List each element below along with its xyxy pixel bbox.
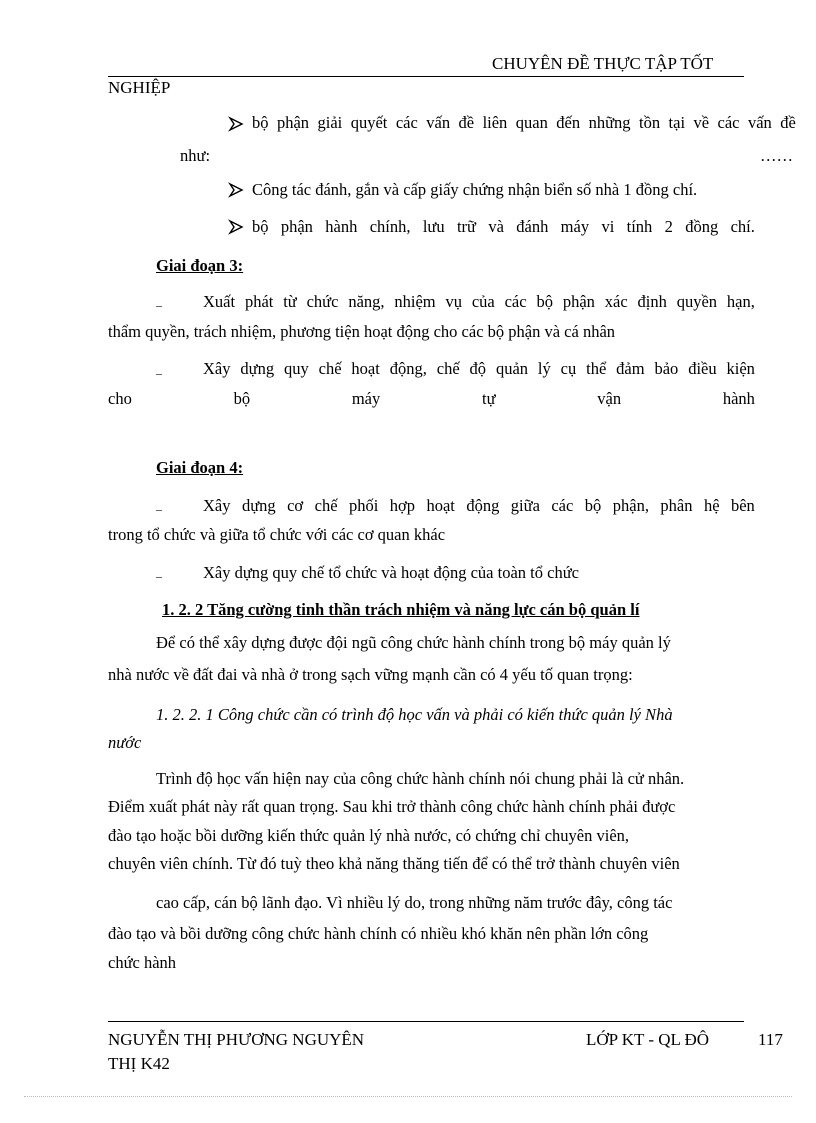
word: bảo [654, 359, 679, 378]
word: chức [306, 292, 339, 311]
word: trữ [456, 217, 476, 236]
word: phận [562, 292, 595, 311]
word: từ [283, 292, 297, 311]
word: lý [537, 359, 551, 378]
word: quản [495, 359, 529, 378]
word: định [637, 292, 667, 311]
word: tại [668, 113, 686, 132]
bullet-1-line-1 [252, 113, 796, 133]
section-heading: 1. 2. 2 Tăng cường tinh thần trách nhiệm và năng lực cán bộ quản lí [162, 600, 640, 619]
word: xác [604, 292, 628, 311]
word: và [488, 217, 504, 236]
paragraph-1-line-2: nhà nước về đất đai và nhà ở trong sạch vững mạnh cần có 4 yếu tố quan trọng: [108, 665, 633, 684]
stage-3-item-2-line-2 [108, 389, 755, 409]
word: hạn, [726, 292, 755, 311]
word: phận [276, 113, 310, 132]
word: tồn [638, 113, 661, 132]
word: chế [436, 359, 460, 378]
word: cơ [287, 496, 304, 515]
arrow-bullet-icon [228, 219, 244, 235]
word: hoạt [426, 496, 455, 515]
word: đồng [685, 217, 719, 236]
dash-bullet-icon: – [156, 502, 162, 516]
stage-3-item-1-line-1 [203, 292, 755, 312]
word: bộ [584, 496, 602, 515]
paragraph-2-line-4: chuyên viên chính. Từ đó tuỳ theo khả năng thăng tiến để có thể trở thành chuyên viên [108, 854, 680, 873]
word: chí. [730, 217, 755, 236]
word: tự [482, 389, 496, 408]
word: điều [688, 359, 717, 378]
word: cụ [560, 359, 577, 378]
word: vụ [445, 292, 462, 311]
bullet-1-line-2-left: như: [180, 146, 211, 165]
word: đảm [616, 359, 645, 378]
arrow-bullet-icon [228, 182, 244, 198]
word: về [693, 113, 710, 132]
paragraph-2-line-2: Điểm xuất phát này rất quan trọng. Sau khi trở thành công chức hành chính phải được [108, 797, 676, 816]
dash-bullet-icon: – [156, 366, 162, 380]
word: vấn [747, 113, 772, 132]
word: chính, [369, 217, 411, 236]
footer-class: LỚP KT - QL ĐÔ [586, 1030, 710, 1049]
word: lưu [422, 217, 445, 236]
word: vi [601, 217, 615, 236]
word: máy [560, 217, 590, 236]
word: đến [556, 113, 581, 132]
word: giữa [510, 496, 540, 515]
paragraph-3-line-3: chức hành [108, 953, 177, 972]
bullet-3-text [252, 217, 755, 237]
running-header-continuation: NGHIỆP [108, 78, 171, 97]
word: các [395, 113, 418, 132]
word: quyết [350, 113, 388, 132]
stage-3-item-1-line-2: thẩm quyền, trách nhiệm, phương tiện hoạt động cho các bộ phận và cá nhân [108, 322, 616, 341]
word: hoạt [351, 359, 380, 378]
bottom-dotted-rule [24, 1096, 792, 1097]
arrow-bullet-icon [228, 116, 244, 132]
word: giải [317, 113, 343, 132]
stage-4-item-1-line-1 [203, 496, 755, 516]
word: chế [318, 359, 342, 378]
word: động, [389, 359, 427, 378]
word: đề [780, 113, 796, 132]
word: phối [348, 496, 379, 515]
word: bên [730, 496, 755, 515]
word: kiện [726, 359, 755, 378]
word: những [588, 113, 631, 132]
word: thể [586, 359, 607, 378]
word: Xây [203, 359, 231, 378]
subsection-heading-line-2: nước [108, 733, 142, 752]
word: máy [351, 389, 381, 408]
word: vận [597, 389, 622, 408]
word: quyền [676, 292, 718, 311]
stage-4-heading: Giai đoạn 4: [156, 458, 244, 477]
word: đề [458, 113, 475, 132]
word: bộ [233, 389, 251, 408]
word: bộ [252, 113, 269, 132]
footer-rule [108, 1021, 744, 1022]
word: đánh [516, 217, 549, 236]
word: các [717, 113, 740, 132]
word: phát [244, 292, 274, 311]
bullet-2-text: Công tác đánh, gắn và cấp giấy chứng nhận biển số nhà 1 đồng chí. [252, 180, 698, 199]
word: cho [108, 389, 132, 408]
paragraph-3-line-1: cao cấp, cán bộ lãnh đạo. Vì nhiều lý do, trong những năm trước đây, công tác [156, 893, 673, 912]
paragraph-3-line-2: đào tạo và bồi dưỡng công chức hành chính có nhiều khó khăn nên phần lớn công [108, 924, 649, 943]
word: tính [626, 217, 653, 236]
subsection-heading-line-1: 1. 2. 2. 1 Công chức cần có trình độ học vấn và phải có kiến thức quản lý Nhà [156, 705, 673, 724]
word: hành [722, 389, 755, 408]
stage-4-item-1-line-2: trong tổ chức và giữa tổ chức với các cơ quan khác [108, 525, 446, 544]
paragraph-2-line-1: Trình độ học vấn hiện nay của công chức hành chính nói chung phải là cử nhân. [156, 769, 685, 788]
word: quan [515, 113, 548, 132]
word: Xây [203, 496, 231, 515]
stage-4-item-2: Xây dựng quy chế tổ chức và hoạt động của toàn tổ chức [203, 563, 579, 582]
word: hệ [703, 496, 720, 515]
word: 2 [664, 217, 673, 236]
page-number: 117 [758, 1030, 783, 1049]
paragraph-2-line-3: đào tạo hoặc bồi dưỡng kiến thức quản lý nhà nước, có chứng chỉ chuyên viên, [108, 826, 630, 845]
word: hợp [389, 496, 416, 515]
word: vấn [426, 113, 451, 132]
word: nhiệm [394, 292, 436, 311]
stage-3-item-2-line-1 [203, 359, 755, 379]
word: chế [314, 496, 338, 515]
word: năng, [348, 292, 385, 311]
word: phân [660, 496, 693, 515]
running-header-title: CHUYÊN ĐỀ THỰC TẬP TỐT [492, 54, 714, 73]
word: các [504, 292, 527, 311]
word: các [551, 496, 574, 515]
word: dựng [241, 496, 276, 515]
word: phận, [612, 496, 649, 515]
word: bộ [252, 217, 269, 236]
word: liên [482, 113, 508, 132]
word: của [471, 292, 495, 311]
dash-bullet-icon: – [156, 569, 162, 583]
word: bộ [536, 292, 553, 311]
word: dựng [240, 359, 275, 378]
paragraph-1-line-1: Để có thể xây dựng được đội ngũ công chức hành chính trong bộ máy quản lý [156, 633, 671, 652]
bullet-1-line-2-right: …… [760, 146, 793, 165]
word: hành [325, 217, 358, 236]
word: quy [283, 359, 309, 378]
footer-author-line-2: THỊ K42 [108, 1054, 170, 1073]
word: độ [469, 359, 487, 378]
word: Xuất [203, 292, 236, 311]
word: phận [280, 217, 313, 236]
stage-3-heading: Giai đoạn 3: [156, 256, 244, 275]
header-rule [108, 76, 744, 77]
word: động [466, 496, 500, 515]
dash-bullet-icon: – [156, 298, 162, 312]
footer-author-line-1: NGUYỄN THỊ PHƯƠNG NGUYÊN [108, 1030, 365, 1049]
